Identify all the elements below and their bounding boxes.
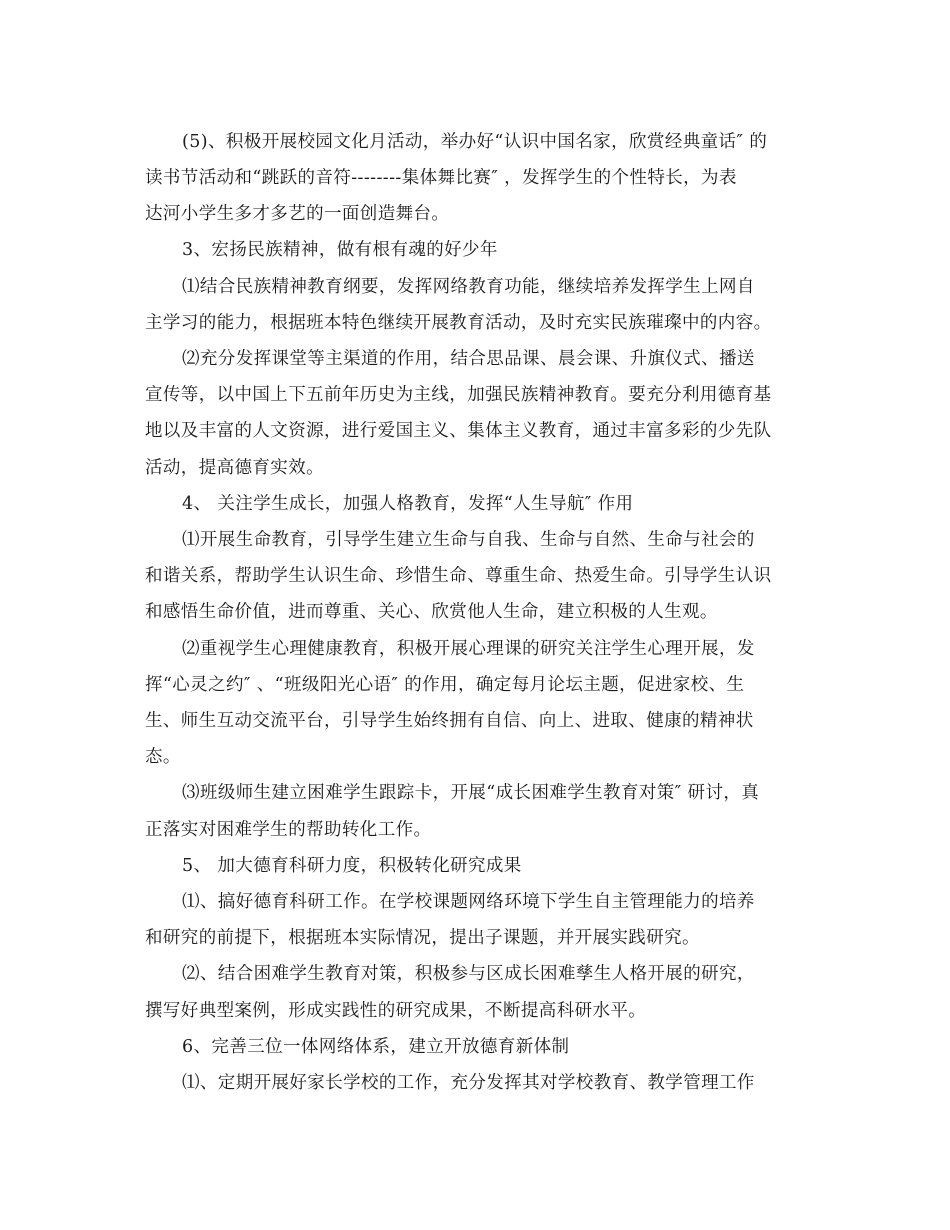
paragraph-line: ⑵充分发挥课堂等主渠道的作用，结合思品课、晨会课、升旗仪式、播送: [182, 349, 755, 369]
paragraph-line: ⑴开展生命教育，引导学生建立生命与自我、生命与自然、生命与社会的: [182, 530, 755, 550]
section-heading: 6、完善三位一体网络体系，建立开放德育新体制: [182, 1037, 570, 1057]
paragraph-line: ⑴、搞好德育科研工作。在学校课题网络环境下学生自主管理能力的培养: [182, 892, 755, 912]
section-heading: 3、宏扬民族精神，做有根有魂的好少年: [182, 240, 498, 260]
paragraph-line: 生、师生互动交流平台，引导学生始终拥有自信、向上、进取、健康的精神状: [145, 711, 754, 731]
paragraph-line: ⑵、结合困难学生教育对策，积极参与区成长困难孳生人格开展的研究，: [182, 964, 755, 984]
paragraph-line: ⑴结合民族精神教育纲要，发挥网络教育功能，继续培养发挥学生上网自: [182, 277, 755, 297]
section-heading: 4、 关注学生成长，加强人格教育，发挥“人生导航″ 作用: [182, 494, 634, 514]
paragraph-line: 地以及丰富的人文资源，进行爱国主义、集体主义教育，通过丰富多彩的少先队: [145, 421, 772, 441]
paragraph-line: ⑵重视学生心理健康教育，积极开展心理课的研究关注学生心理开展，发: [182, 639, 755, 659]
section-heading: 5、 加大德育科研力度，积极转化研究成果: [182, 856, 522, 876]
paragraph-line: 和感悟生命价值，进而尊重、关心、欣赏他人生命，建立积极的人生观。: [145, 602, 718, 622]
paragraph-line: 撰写好典型案例，形成实践性的研究成果，不断提高科研水平。: [145, 1001, 647, 1021]
paragraph-line: ⑴、定期开展好家长学校的工作，充分发挥其对学校教育、教学管理工作: [182, 1073, 755, 1093]
paragraph-line: 宣传等，以中国上下五前年历史为主线，加强民族精神教育。要充分利用德育基: [145, 385, 772, 405]
paragraph-line: 和谐关系，帮助学生认识生命、珍惜生命、尊重生命、热爱生命。引导学生认识: [145, 566, 772, 586]
paragraph-line: 态。: [145, 747, 181, 767]
paragraph-line: ⑶班级师生建立困难学生跟踪卡，开展“成长困难学生教育对策″ 研讨，真: [182, 783, 760, 803]
paragraph-line: 达河小学生多才多艺的一面创造舞台。: [145, 204, 450, 224]
paragraph-line: 挥“心灵之约″ 、“班级阳光心语″ 的作用，确定每月论坛主题，促进家校、生: [145, 675, 745, 695]
paragraph-line: (5)、积极开展校园文化月活动，举办好“认识中国名家，欣赏经典童话″ 的: [182, 132, 768, 152]
paragraph-line: 主学习的能力，根据班本特色继续开展教育活动，及时充实民族璀璨中的内容。: [145, 313, 772, 333]
paragraph-line: 读书节活动和“跳跃的音符--------集体舞比赛″ ，发挥学生的个性特长，为表: [145, 168, 737, 188]
paragraph-line: 正落实对困难学生的帮助转化工作。: [145, 820, 432, 840]
paragraph-line: 和研究的前提下，根据班本实际情况，提出子课题，并开展实践研究。: [145, 928, 700, 948]
paragraph-line: 活动，提高德育实效。: [145, 458, 324, 478]
